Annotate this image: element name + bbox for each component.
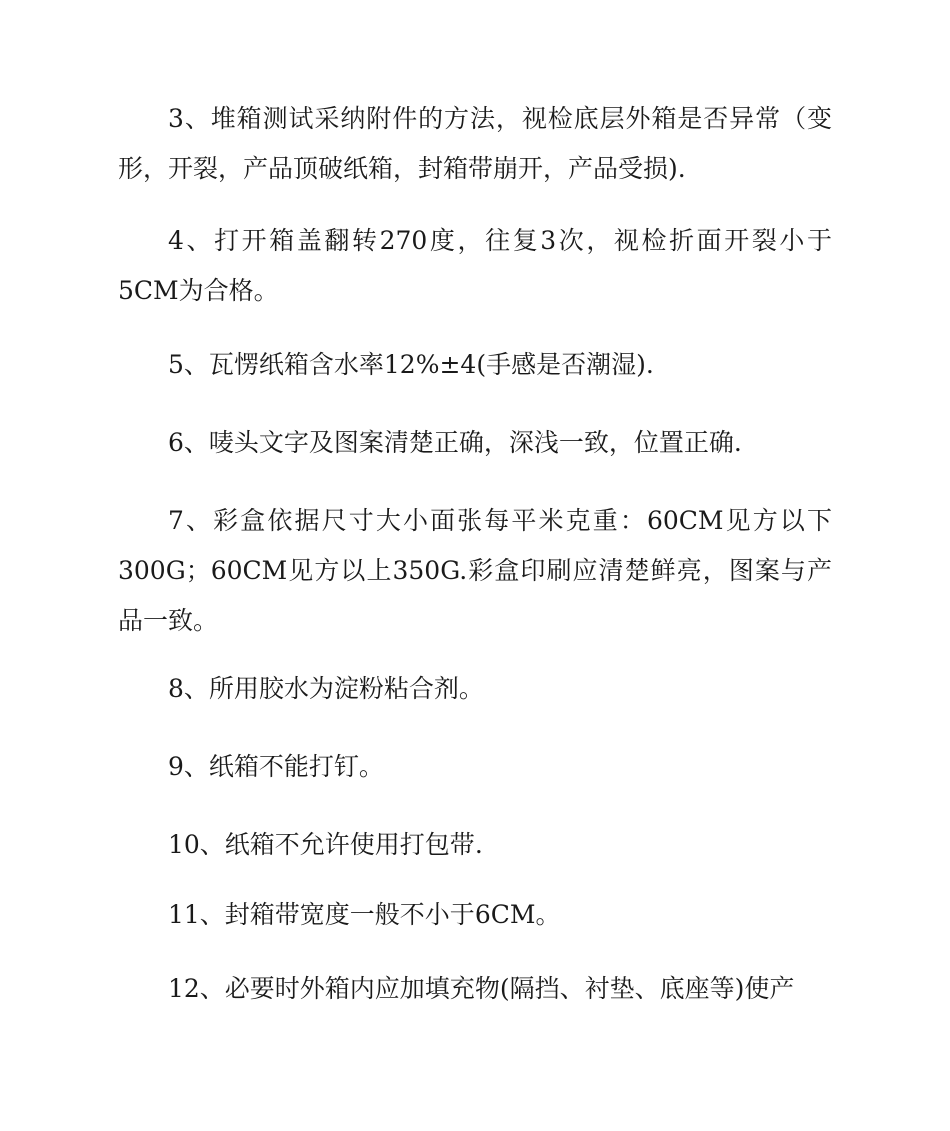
paragraph-no-strapping: 10、纸箱不允许使用打包带. bbox=[168, 830, 483, 859]
paragraph-moisture-content: 5、瓦愣纸箱含水率12%±4(手感是否潮湿). bbox=[168, 350, 654, 379]
paragraph-stacking-test: 3、堆箱测试采纳附件的方法，视检底层外箱是否异常（变形，开裂，产品顶破纸箱，封箱带崩开，产品受损). bbox=[118, 104, 832, 183]
paragraph-glue-type: 8、所用胶水为淀粉粘合剂。 bbox=[168, 674, 484, 703]
paragraph-flap-fold-test: 4、打开箱盖翻转270度，往复3次，视检折面开裂小于5CM为合格。 bbox=[118, 226, 832, 305]
paragraph-filler-material: 12、必要时外箱内应加填充物(隔挡、衬垫、底座等)使产 bbox=[168, 974, 795, 1003]
paragraph-tape-width: 11、封箱带宽度一般不小于6CM。 bbox=[168, 900, 561, 929]
paragraph-shipping-marks: 6、唛头文字及图案清楚正确，深浅一致，位置正确. bbox=[168, 428, 742, 457]
paragraph-color-box-weight: 7、彩盒依据尺寸大小面张每平米克重：60CM见方以下300G；60CM见方以上350G.彩盒印刷应清楚鲜亮，图案与产品一致。 bbox=[118, 506, 832, 635]
paragraph-no-staples: 9、纸箱不能打钉。 bbox=[168, 752, 384, 781]
